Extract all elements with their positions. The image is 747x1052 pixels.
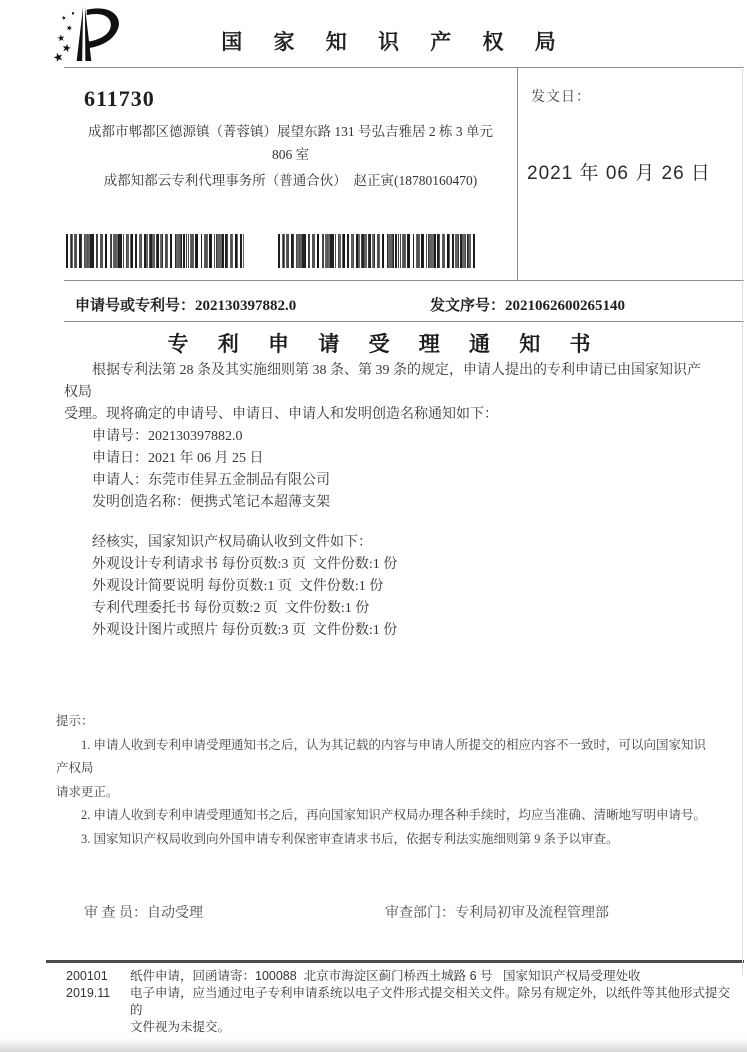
application-field: 申请人：东莞市佳昇五金制品有限公司 — [92, 473, 330, 488]
application-number-label: 申请号或专利号： — [75, 298, 196, 314]
application-number — [75, 294, 296, 315]
barcode-application — [66, 234, 244, 268]
footer-form-code: 200101 — [66, 969, 108, 983]
hints-title: 提示： — [56, 714, 94, 728]
footer-form-code: 2019.11 — [66, 986, 111, 1000]
hints-section — [56, 710, 718, 851]
notice-body — [64, 360, 714, 642]
received-document: 外观设计简要说明 每份页数:1 页 文件份数:1 份 — [92, 579, 384, 594]
recipient-postal-code: 611730 — [84, 86, 155, 111]
received-document: 外观设计图片或照片 每份页数:3 页 文件份数:1 份 — [92, 623, 398, 638]
issue-date-box-border — [517, 68, 518, 280]
document-title: 专 利 申 请 受 理 通 知 书 — [167, 332, 603, 356]
received-document: 专利代理委托书 每份页数:2 页 文件份数:1 份 — [92, 601, 370, 616]
footer-instruction-line: 文件视为未提交。 — [130, 1020, 231, 1034]
scan-page-edge — [742, 66, 743, 976]
footer-instruction-line: 纸件申请，回函请寄：100088 北京市海淀区蓟门桥西土城路 6 号 国家知识产权局受理处收 — [130, 969, 641, 983]
footer-form-codes — [66, 968, 110, 1002]
recipient-address-line2: 806 室 — [271, 147, 310, 162]
department-label: 审查部门： — [385, 906, 455, 921]
hint-item: 3. 国家知识产权局收到向外国申请专利保密审查请求书后，依据专利法实施细则第 9 条予以审查。 — [81, 831, 619, 846]
hint-item: 1. 申请人收到专利申请受理通知书之后，认为其记载的内容与申请人所提交的相应内容不一致时，可以向国家知识产权局 — [56, 737, 707, 775]
footer-instructions — [130, 968, 742, 1036]
application-number-value: 202130397882.0 — [195, 298, 297, 314]
spacer — [64, 514, 714, 532]
examiner-label: 审 查 员： — [84, 906, 147, 921]
issue-date-label: 发文日： — [531, 90, 591, 105]
confirm-line: 经核实，国家知识产权局确认收到文件如下： — [92, 535, 372, 550]
body-paragraph-line: 受理。现将确定的申请号、申请日、申请人和发明创造名称通知如下： — [64, 407, 498, 422]
title-divider — [64, 321, 744, 322]
scan-bottom-shadow — [0, 1038, 747, 1052]
body-paragraph-line: 根据专利法第 28 条及其实施细则第 38 条、第 39 条的规定，申请人提出的专利申请已由国家知识产权局 — [64, 363, 701, 400]
hint-item-continuation: 请求更正。 — [56, 784, 119, 799]
serial-number-value: 2021062600265140 — [505, 298, 626, 314]
recipient-address-line1: 成都市郫都区德源镇（菁蓉镇）展望东路 131 号弘吉雅居 2 栋 3 单元 — [88, 124, 493, 139]
application-field: 申请号：202130397882.0 — [92, 429, 243, 444]
recipient-address-block — [64, 120, 517, 192]
serial-number — [430, 294, 625, 315]
org-title: 国 家 知 识 产 权 局 — [221, 30, 569, 54]
department-value: 专利局初审及流程管理部 — [455, 906, 609, 921]
footer-divider — [46, 960, 744, 963]
barcode-serial — [278, 234, 475, 268]
header-divider — [64, 67, 744, 68]
section-divider — [64, 280, 744, 281]
application-field: 申请日：2021 年 06 月 25 日 — [92, 451, 264, 466]
examiner-field — [84, 902, 203, 922]
hint-item: 2. 申请人收到专利申请受理通知书之后，再向国家知识产权局办理各种手续时，均应当准确、清晰地写明申请号。 — [81, 808, 707, 822]
issue-date-value: 2021 年 06 月 26 日 — [527, 163, 711, 184]
footer-instruction-line: 电子申请，应当通过电子专利申请系统以电子文件形式提交相关文件。除另有规定外，以纸件等其他形式提交的 — [130, 986, 731, 1017]
examiner-value: 自动受理 — [147, 906, 203, 921]
received-document: 外观设计专利请求书 每份页数:3 页 文件份数:1 份 — [92, 557, 398, 572]
serial-number-label: 发文序号： — [430, 298, 506, 314]
department-field — [385, 902, 609, 922]
application-field: 发明创造名称：便携式笔记本超薄支架 — [92, 495, 330, 510]
agency-line: 成都知都云专利代理事务所（普通合伙） 赵正寅(18780160470) — [103, 173, 478, 188]
